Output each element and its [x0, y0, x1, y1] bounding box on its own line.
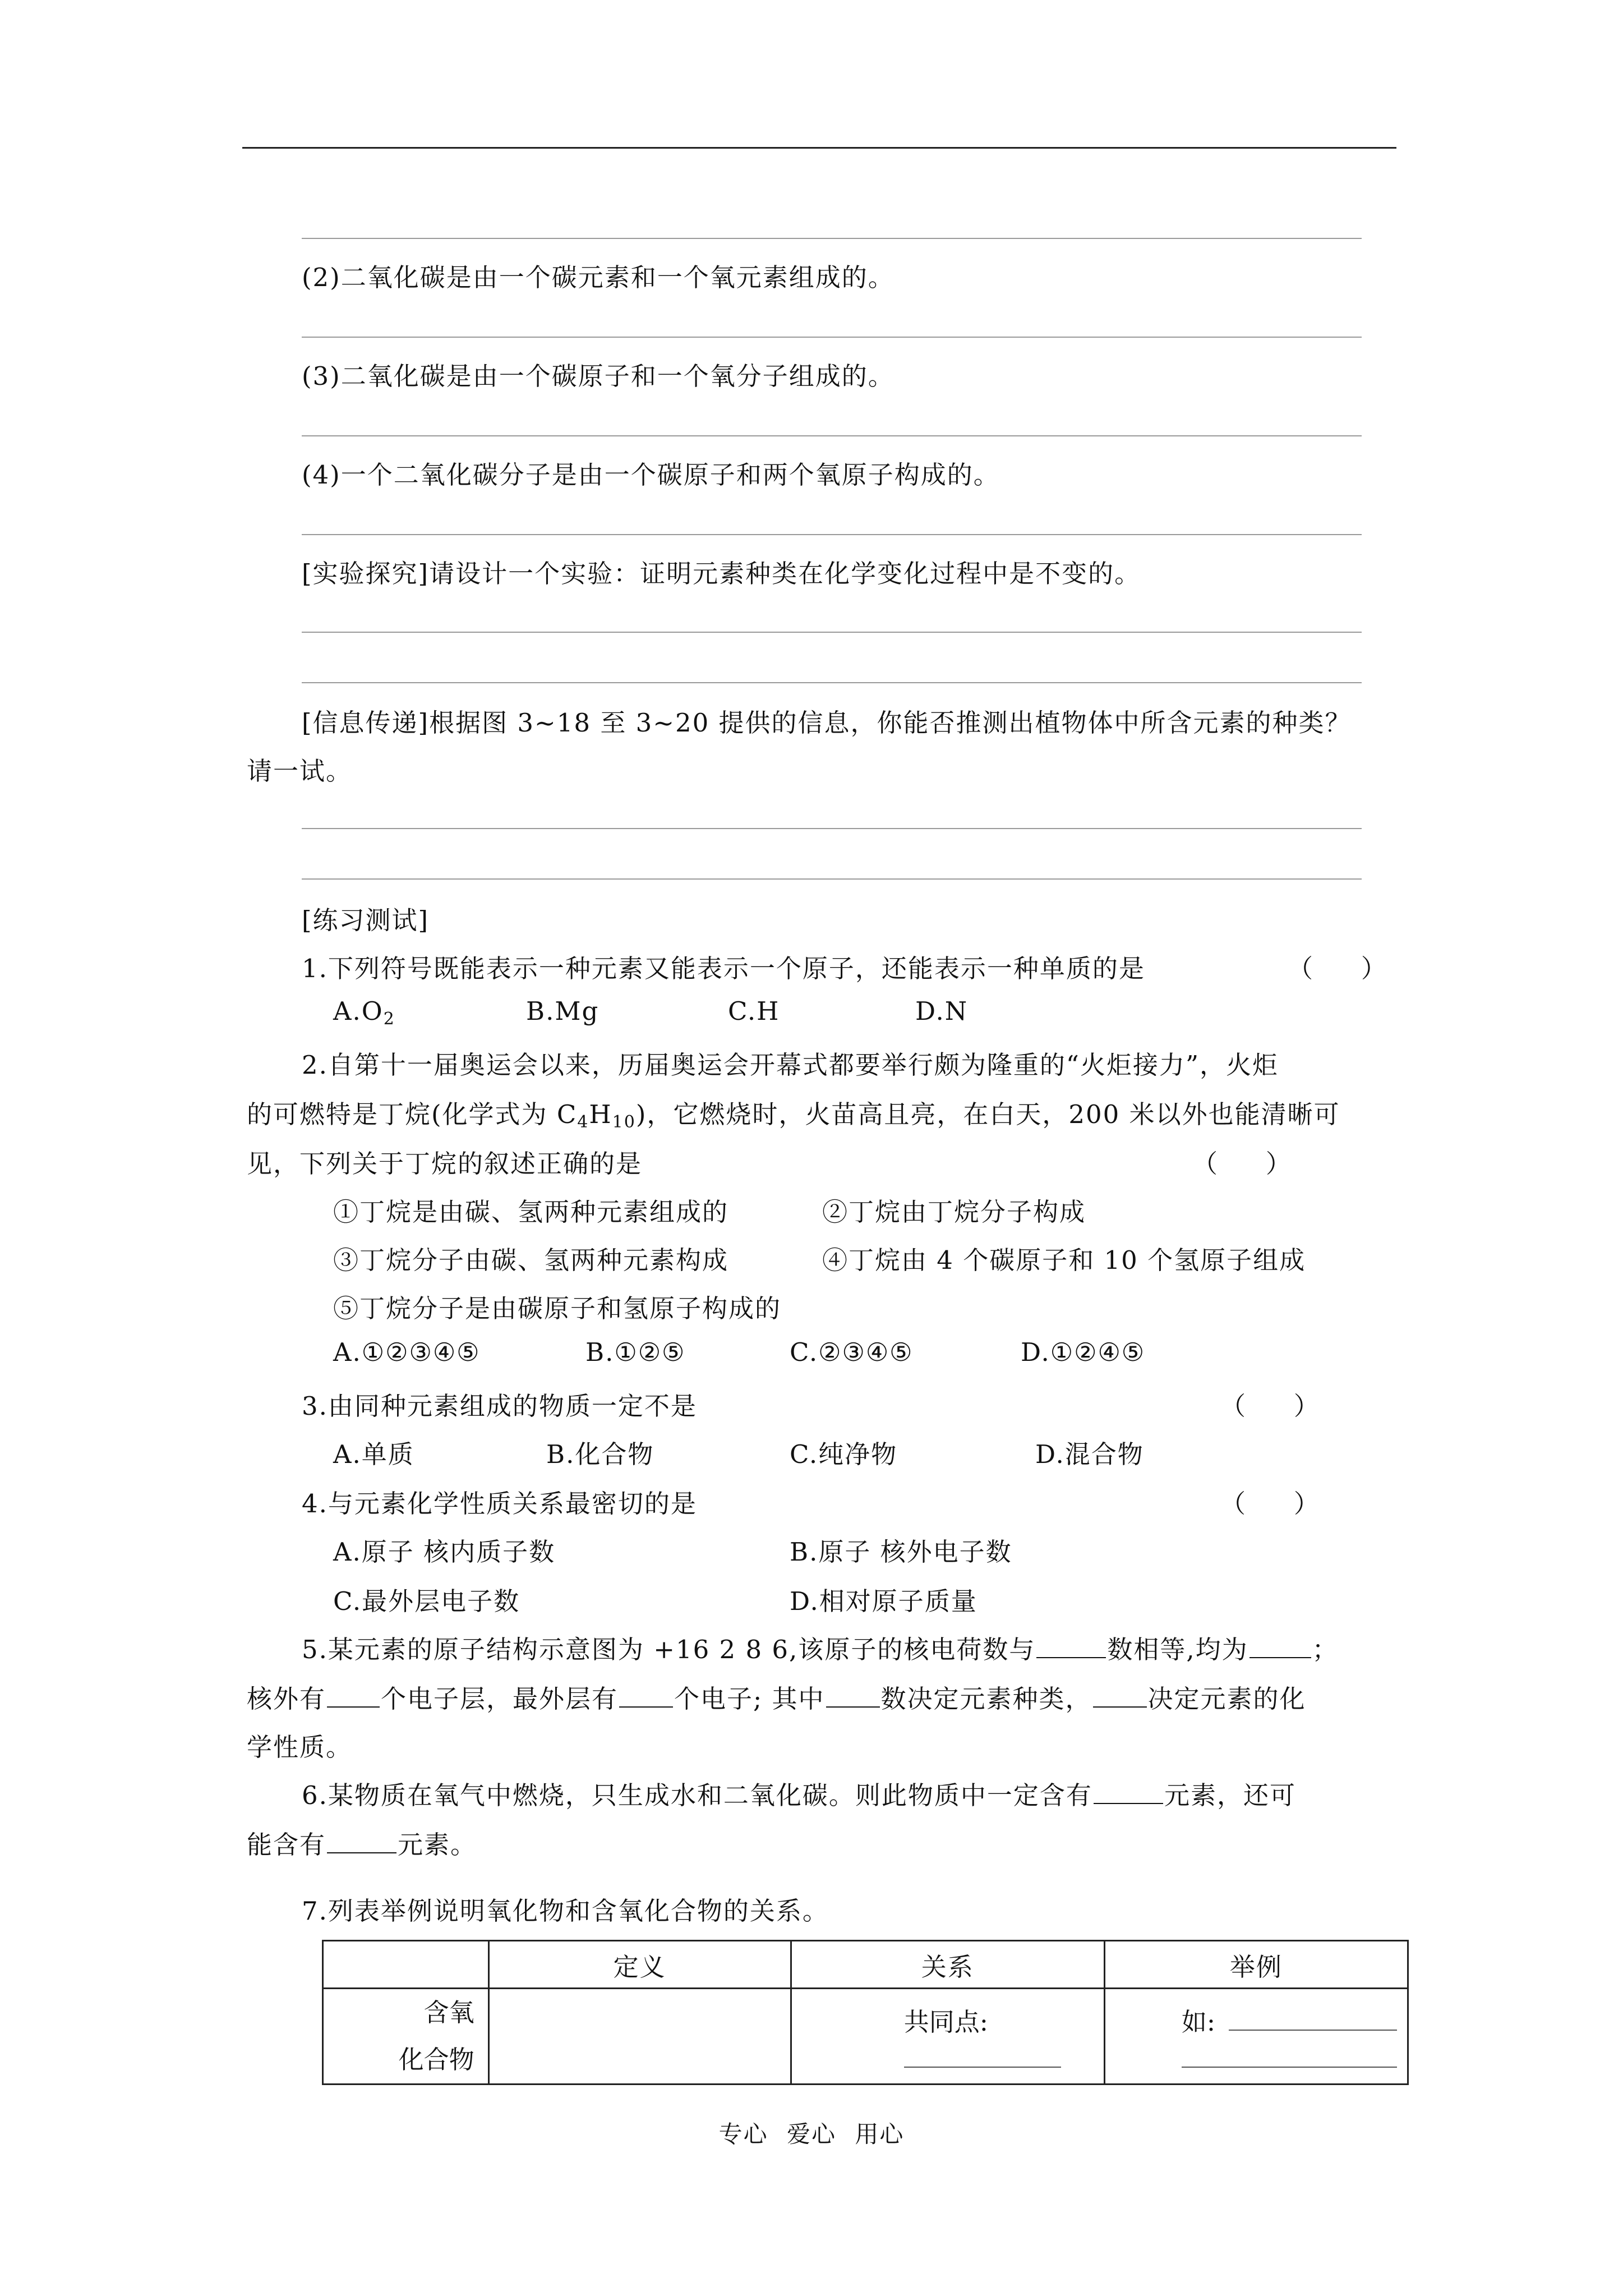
q2-statement-5: ⑤丁烷分子是由碳原子和氢原子构成的 [333, 1294, 782, 1323]
question-2-line3: 见，下列关于丁烷的叙述正确的是 [247, 1149, 643, 1179]
table-header-cell [323, 1941, 489, 1989]
question-1: 1.下列符号既能表示一种元素又能表示一个原子，还能表示一种单质的是 [302, 954, 1145, 983]
fill-blank[interactable] [327, 1830, 396, 1853]
q4-option-d: D.相对原子质量 [790, 1586, 978, 1616]
answer-line [302, 534, 1362, 535]
q2-option-a: A.①②③④⑤ [333, 1337, 481, 1367]
q4-option-b: B.原子 核外电子数 [790, 1537, 1012, 1567]
fill-blank[interactable] [904, 2045, 1061, 2068]
exercise-title: [练习测试] [302, 905, 430, 935]
answer-line [302, 632, 1362, 633]
question-3: 3.由同种元素组成的物质一定不是 [302, 1391, 697, 1421]
q3-option-d: D.混合物 [1035, 1439, 1144, 1469]
fill-blank[interactable] [1094, 1780, 1163, 1804]
q3-option-c: C.纯净物 [790, 1439, 898, 1469]
table-header-row [323, 1941, 1408, 1989]
table-row [323, 1989, 1408, 2085]
example-label: 如: [1181, 2007, 1215, 2037]
common-point-label: 共同点: [903, 2007, 988, 2037]
fill-blank[interactable] [619, 1684, 673, 1708]
experiment-prompt: [实验探究]请设计一个实验：证明元素种类在化学变化过程中是不变的。 [302, 559, 1141, 588]
q4-option-c: C.最外层电子数 [333, 1586, 520, 1616]
table-header-definition: 定义 [488, 1941, 791, 1989]
row-name-cell [323, 1989, 489, 2085]
q3-option-b: B.化合物 [546, 1439, 654, 1469]
q2-option-c: C.②③④⑤ [790, 1337, 914, 1367]
answer-line [302, 238, 1362, 239]
q1-option-a: $A.O_2$ [333, 996, 395, 1029]
q3-option-a: A.单质 [333, 1439, 414, 1469]
header-rule [242, 147, 1396, 149]
fill-blank[interactable] [327, 1684, 380, 1708]
answer-line [302, 337, 1362, 338]
question-2-line2: 的可燃特是丁烷(化学式为 $C_4H_{10}$)，它燃烧时，火苗高且亮，在白天，200 米以外也能清晰可 [247, 1099, 1340, 1132]
statement-3: (3)二氧化碳是由一个碳原子和一个氧分子组成的。 [302, 361, 895, 391]
fill-blank[interactable] [1249, 1635, 1311, 1658]
statement-2: (2)二氧化碳是由一个碳元素和一个氧元素组成的。 [302, 263, 895, 292]
oxide-relation-table [322, 1940, 1409, 2085]
question-4: 4.与元素化学性质关系最密切的是 [302, 1489, 697, 1519]
info-prompt-line1: [信息传递]根据图 3~18 至 3~20 提供的信息，你能否推测出植物体中所含元素的种类？ [302, 708, 1352, 738]
question-2-line1: 2.自第十一届奥运会以来，历届奥运会开幕式都要举行颇为隆重的“火炬接力”，火炬 [302, 1050, 1279, 1080]
answer-line [302, 435, 1362, 436]
row-name-line2: 化合物 [398, 2045, 474, 2074]
statement-4: (4)一个二氧化碳分子是由一个碳原子和两个氧原子构成的。 [302, 460, 1000, 490]
q1-option-c: C.H [728, 996, 780, 1026]
q2-option-b: B.①②⑤ [585, 1337, 686, 1367]
answer-line [302, 878, 1362, 880]
question-5-line2: 核外有 个电子层，最外层有 个电子; 其中 数决定元素种类， 决定元素的化 [247, 1684, 1306, 1714]
example-cell[interactable] [1104, 1989, 1408, 2085]
fill-blank[interactable] [1229, 2008, 1397, 2031]
question-6-line2: 能含有 元素。 [247, 1830, 477, 1860]
answer-bracket: （ ） [1220, 1391, 1319, 1421]
table-header-example: 举例 [1104, 1941, 1408, 1989]
answer-bracket: （ ） [1220, 1489, 1319, 1519]
q2-statement-1: ①丁烷是由碳、氢两种元素组成的 [333, 1197, 729, 1227]
answer-line [302, 682, 1362, 683]
page-footer: 专心 爱心 用心 [718, 2120, 905, 2148]
q2-statement-4: ④丁烷由 4 个碳原子和 10 个氢原子组成 [822, 1245, 1306, 1275]
fill-blank[interactable] [826, 1684, 880, 1708]
relation-cell[interactable] [791, 1989, 1104, 2085]
answer-bracket: （ ） [1192, 1149, 1291, 1179]
q1-option-d: D.N [915, 996, 969, 1026]
q2-option-d: D.①②④⑤ [1021, 1337, 1146, 1367]
row-name-line1: 含氧 [423, 1998, 474, 2027]
q2-statement-2: ②丁烷由丁烷分子构成 [822, 1197, 1086, 1227]
question-7: 7.列表举例说明氧化物和含氧化合物的关系。 [302, 1896, 829, 1926]
question-5-line3: 学性质。 [247, 1732, 353, 1762]
definition-cell[interactable] [488, 1989, 791, 2085]
fill-blank[interactable] [1093, 1684, 1147, 1708]
q4-option-a: A.原子 核内质子数 [333, 1537, 556, 1567]
answer-line [302, 828, 1362, 829]
q2-statement-3: ③丁烷分子由碳、氢两种元素构成 [333, 1245, 729, 1275]
fill-blank[interactable] [1036, 1635, 1106, 1658]
info-prompt-line2: 请一试。 [247, 756, 353, 786]
q1-option-b: B.Mg [526, 996, 600, 1026]
question-6-line1: 6.某物质在氧气中燃烧，只生成水和二氧化碳。则此物质中一定含有 元素，还可 [302, 1780, 1296, 1810]
answer-bracket: （ ） [1288, 954, 1386, 983]
fill-blank[interactable] [1182, 2045, 1397, 2068]
table-header-relation: 关系 [791, 1941, 1104, 1989]
question-5-line1: 5.某元素的原子结构示意图为 +16 2 8 6,该原子的核电荷数与 数相等,均为 ； [302, 1635, 1339, 1664]
